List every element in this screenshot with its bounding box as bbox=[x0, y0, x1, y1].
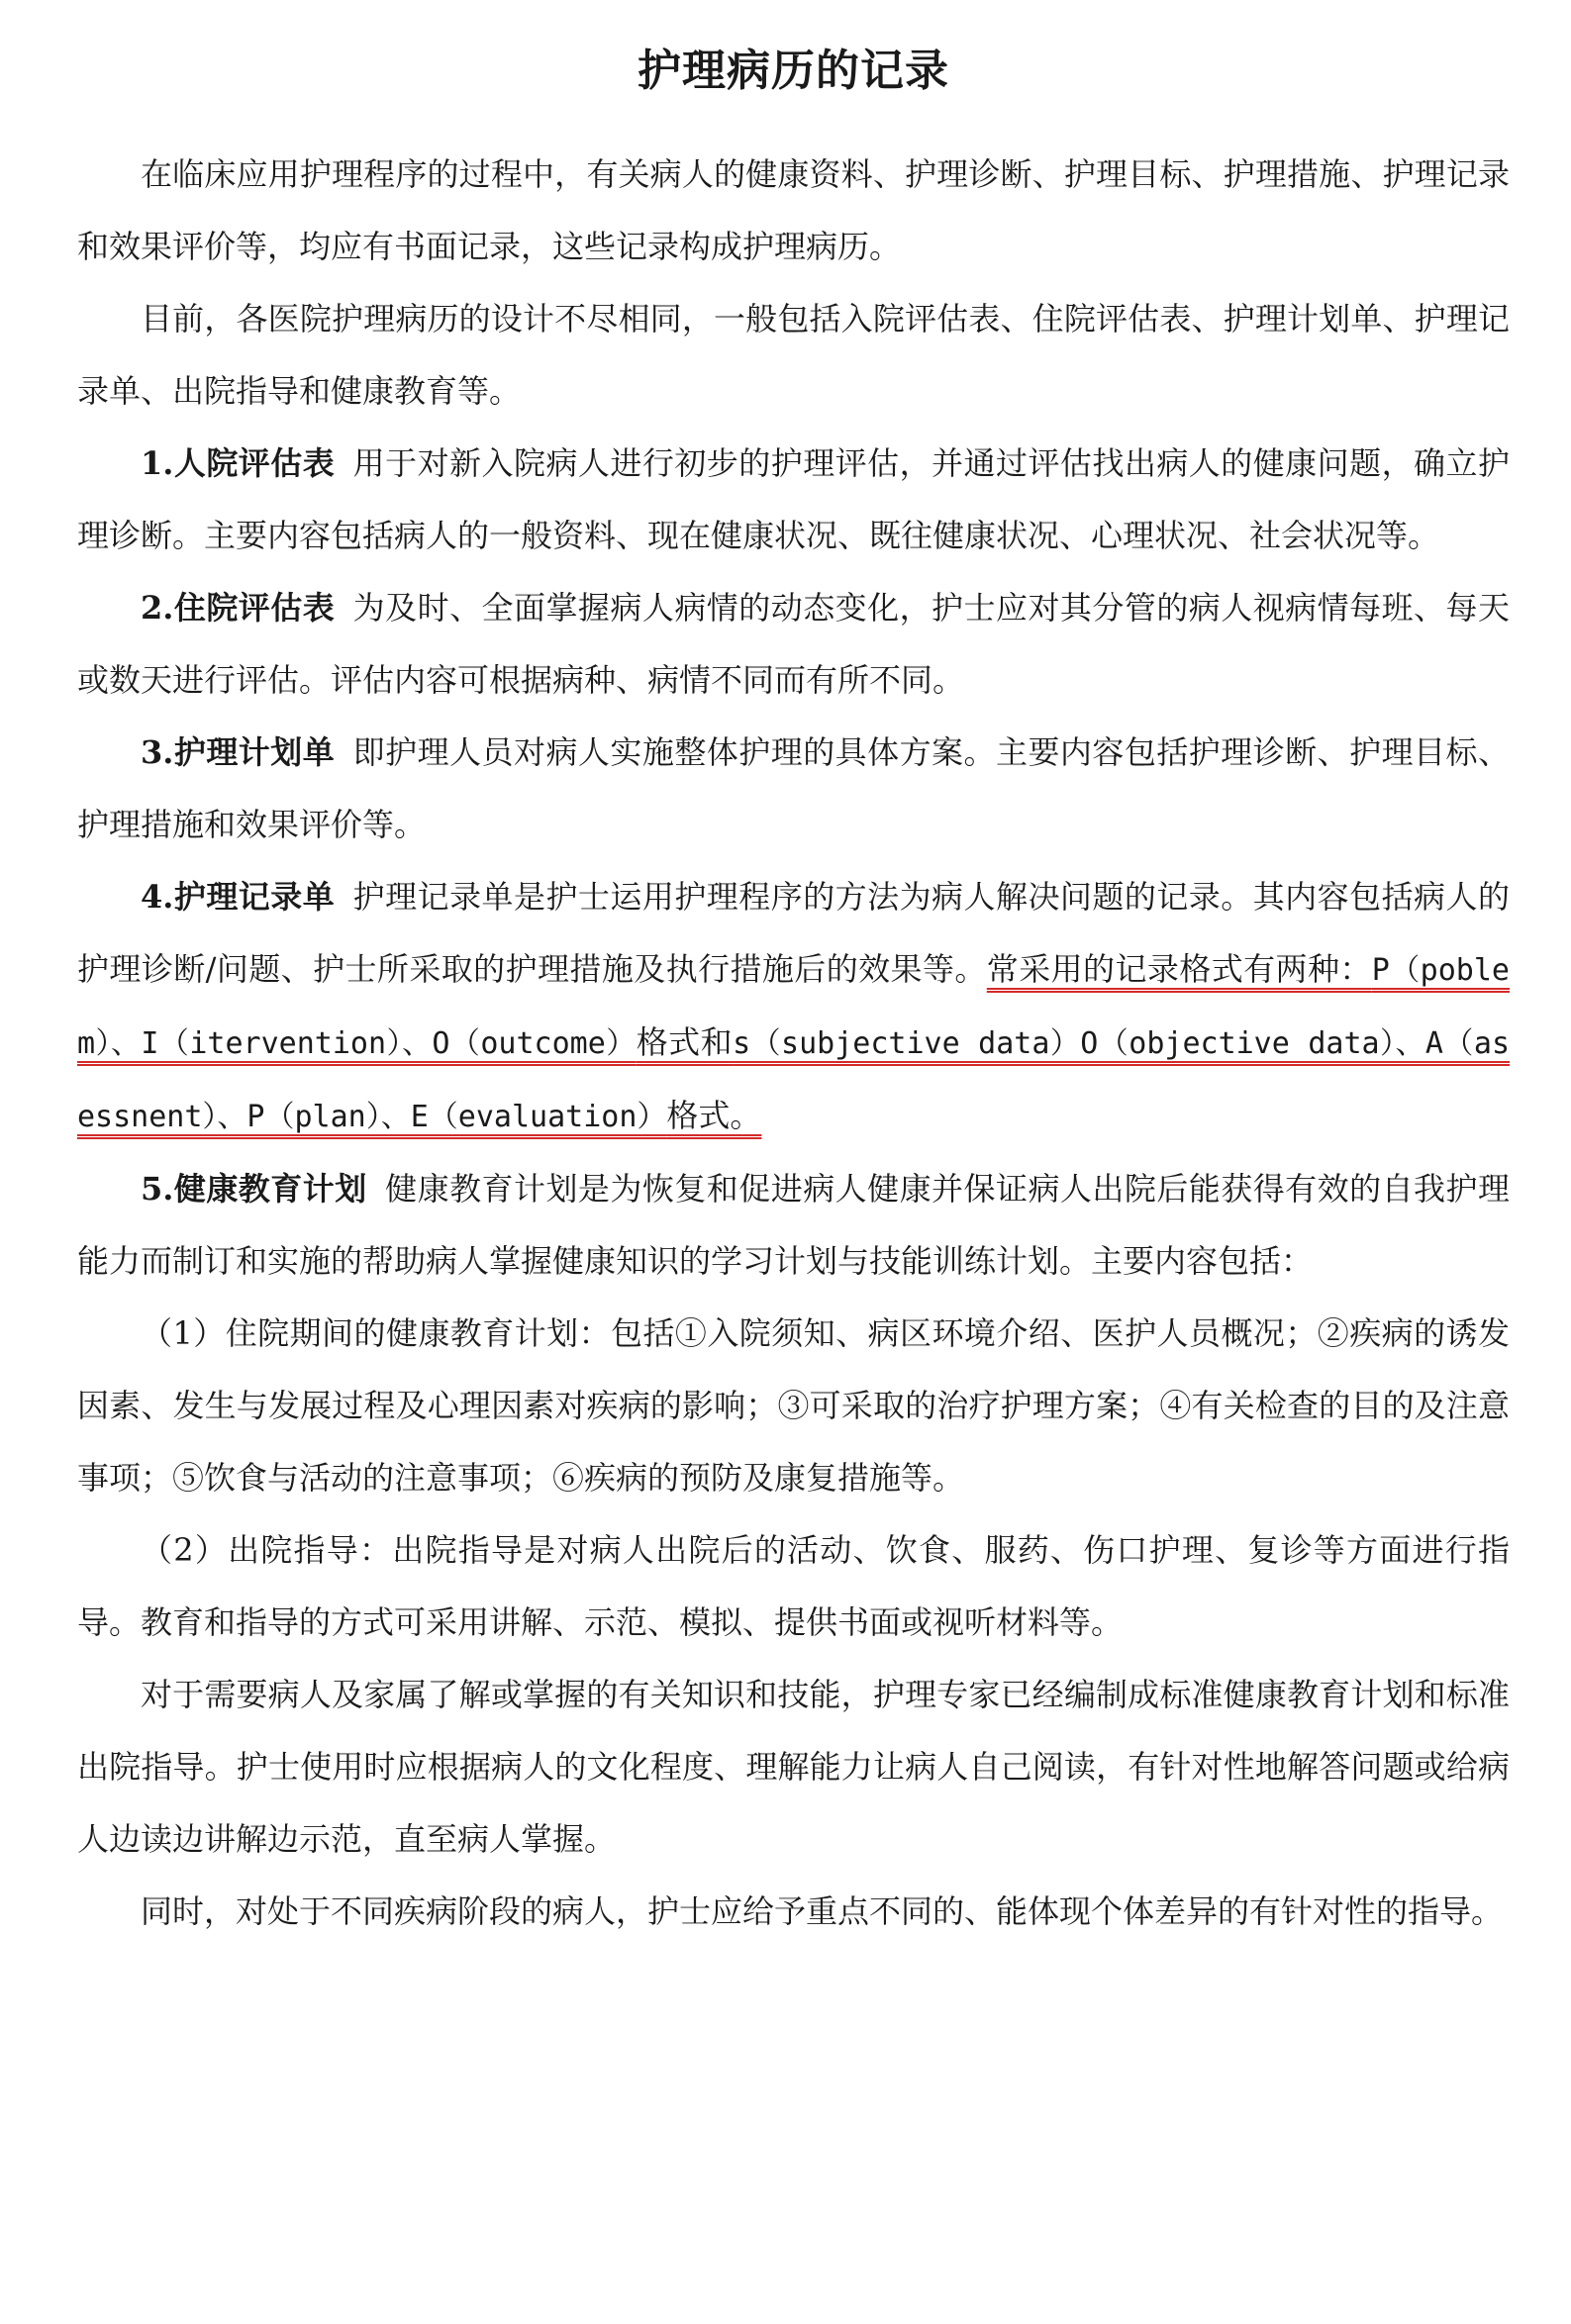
list-item-inpatient-education: （1）住院期间的健康教育计划：包括①入院须知、病区环境介绍、医护人员概况；②疾病的诱发因素、发生与发展过程及心理因素对疾病的影响；③可采取的治疗护理方案；④有关检查的目的及注意事项；⑤饮食与活动的注意事项；⑥疾病的预防及康复措施等。 bbox=[77, 1314, 1510, 1497]
section-heading: 3.护理计划单 bbox=[141, 733, 336, 771]
section-body: 护理记录单是护士运用护理程序的方法为病人解决问题的记录。其内容包括病人的护理诊断/问题、护士所采取的护理措施及执行措施后的效果等。 bbox=[77, 878, 1510, 988]
closing-paragraph-1: 对于需要病人及家属了解或掌握的有关知识和技能，护理专家已经编制成标准健康教育计划和标准出院指导。护士使用时应根据病人的文化程度、理解能力让病人自己阅读，有针对性地解答问题或给病人边读边讲解边示范，直至病人掌握。 bbox=[77, 1676, 1510, 1858]
intro-paragraph-1: 在临床应用护理程序的过程中，有关病人的健康资料、护理诊断、护理目标、护理措施、护理记录和效果评价等，均应有书面记录，这些记录构成护理病历。 bbox=[77, 155, 1510, 265]
page-title: 护理病历的记录 bbox=[638, 46, 949, 96]
list-item-discharge-guidance: （2）出院指导：出院指导是对病人出院后的活动、饮食、服药、伤口护理、复诊等方面进行指导。教育和指导的方式可采用讲解、示范、模拟、提供书面或视听材料等。 bbox=[77, 1531, 1510, 1641]
section-body: 即护理人员对病人实施整体护理的具体方案。主要内容包括护理诊断、护理目标、护理措施和效果评价等。 bbox=[77, 733, 1510, 843]
underlined-text: 格式。 bbox=[666, 1097, 762, 1134]
section-health-education-plan bbox=[77, 1153, 1510, 1298]
section-heading: 1.人院评估表 bbox=[141, 444, 336, 482]
section-admission-assessment bbox=[77, 428, 1510, 572]
section-body: 用于对新入院病人进行初步的护理评估，并通过评估找出病人的健康问题，确立护理诊断。主要内容包括病人的一般资料、现在健康状况、既往健康状况、心理状况、社会状况等。 bbox=[77, 444, 1510, 554]
closing-paragraph-2: 同时，对处于不同疾病阶段的病人，护士应给予重点不同的、能体现个体差异的有针对性的指导。 bbox=[141, 1892, 1504, 1930]
underlined-text: 格式和 bbox=[636, 1023, 734, 1061]
section-body: 为及时、全面掌握病人病情的动态变化，护士应对其分管的病人视病情每班、每天或数天进行评估。评估内容可根据病种、病情不同而有所不同。 bbox=[77, 589, 1510, 699]
section-care-record bbox=[77, 861, 1510, 1153]
section-heading: 4.护理记录单 bbox=[141, 878, 336, 916]
section-care-plan bbox=[77, 717, 1510, 861]
underlined-format-soape: s（subjective data）O（objective data）、A（asessnent）、P（plan）、E（evaluation） bbox=[77, 1026, 1511, 1134]
intro-paragraph-2: 目前，各医院护理病历的设计不尽相同，一般包括入院评估表、住院评估表、护理计划单、护理记录单、出院指导和健康教育等。 bbox=[77, 300, 1510, 410]
underlined-text: 常采用的记录格式有两种： bbox=[986, 950, 1372, 988]
section-inpatient-assessment bbox=[77, 572, 1510, 717]
section-body: 健康教育计划是为恢复和促进病人健康并保证病人出院后能获得有效的自我护理能力而制订和实施的帮助病人掌握健康知识的学习计划与技能训练计划。主要内容包括： bbox=[77, 1170, 1510, 1280]
section-heading: 2.住院评估表 bbox=[141, 589, 336, 627]
section-heading: 5.健康教育计划 bbox=[141, 1170, 367, 1208]
underlined-format-pio: P（poblem）、I（itervention）、O（outcome） bbox=[77, 953, 1510, 1061]
